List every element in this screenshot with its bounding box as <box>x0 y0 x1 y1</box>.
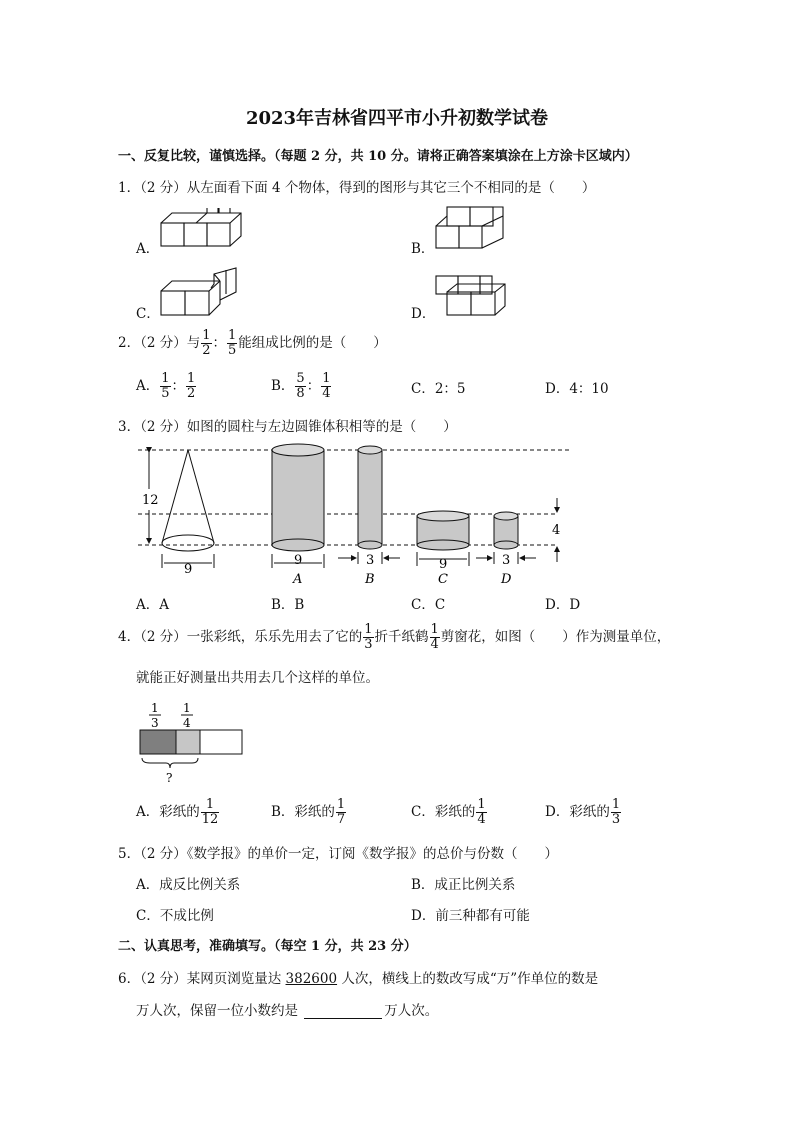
q4-option-b: B．彩纸的 $\frac{1}{7}$ <box>271 797 346 827</box>
q1-option-d-figure <box>435 272 507 318</box>
q3-option-a: A．A <box>136 597 169 613</box>
q5-option-c: C．不成比例 <box>136 908 214 924</box>
q2-stem <box>118 329 387 358</box>
cylinder-a <box>272 444 324 568</box>
page-title: 2023年吉林省四平市小升初数学试卷 <box>245 108 549 129</box>
cone <box>162 450 214 568</box>
cylinder-a-base: 9 <box>294 553 303 568</box>
cone-height-label: 12 <box>142 493 159 508</box>
bar-third <box>140 730 176 754</box>
q4-option-d: D．彩纸的 $\frac{1}{3}$ <box>545 797 621 827</box>
q1-option-a-figure <box>160 208 242 250</box>
q3-figure <box>132 440 582 590</box>
q2-option-d: D．4：10 <box>545 381 609 397</box>
cylinder-c-base: 9 <box>439 557 448 572</box>
q1-stem: 1．（2 分）从左面看下面 4 个物体，得到的图形与其它三个不相同的是（ ） <box>118 180 596 196</box>
section-2-heading: 二、认真思考，准确填写。（每空 1 分，共 23 分） <box>118 939 417 954</box>
q1-option-d-label: D． <box>411 306 436 322</box>
q4-option-a: A．彩纸的 $\frac{1}{12}$ <box>136 797 219 827</box>
q5-option-a: A．成反比例关系 <box>136 877 241 893</box>
cylinder-a-label: A <box>293 572 303 587</box>
fig-fraction-2-den: 4 <box>183 716 191 730</box>
fig-fraction-1-num: 1 <box>151 701 159 715</box>
fig-question-mark: ? <box>166 771 173 785</box>
q1-option-b-label: B． <box>411 241 435 257</box>
q5-option-d: D．前三种都有可能 <box>411 908 530 924</box>
q6-underlined-number: 382600 <box>285 971 338 987</box>
q4-figure <box>136 698 248 786</box>
q4-option-c: C．彩纸的 $\frac{1}{4}$ <box>411 797 486 827</box>
cylinder-d-base: 3 <box>502 553 511 568</box>
cylinder-b <box>338 446 400 564</box>
section-1-heading: 一、反复比较，谨慎选择。（每题 2 分，共 10 分。请将正确答案填涂在上方涂卡区域内） <box>118 149 638 164</box>
q2-fraction-1: $\frac{1}{2}$ <box>202 328 211 358</box>
q1-option-c-label: C． <box>136 306 160 322</box>
q2-option-c: C．2：5 <box>411 381 466 397</box>
bar-rest <box>200 730 242 754</box>
cylinder-c-label: C <box>438 572 448 587</box>
q5-option-b: B．成正比例关系 <box>411 877 516 893</box>
q3-option-b: B．B <box>271 597 305 613</box>
q3-stem: 3．（2 分）如图的圆柱与左边圆锥体积相等的是（ ） <box>118 419 457 435</box>
q4-stem-line2: 就能正好测量出共用去几个这样的单位。 <box>136 670 379 686</box>
q6-stem: 6．（2 分）某网页浏览量达 382600 人次，横线上的数改写成“万”作单位的数是 <box>118 971 599 987</box>
bar-brace <box>142 758 198 768</box>
q3-option-c: C．C <box>411 597 446 613</box>
q6-stem-line2: 万人次，保留一位小数约是 万人次。 <box>136 1003 439 1019</box>
q2-option-b: B． $\frac{5}{8}$ ： $\frac{1}{4}$ <box>271 371 331 401</box>
q2-fraction-2: $\frac{1}{5}$ <box>228 328 237 358</box>
q2-suffix: 能组成比例的是（ ） <box>238 335 387 351</box>
q2-prefix: 2．（2 分）与 <box>118 335 201 351</box>
q3-option-d: D．D <box>545 597 581 613</box>
q5-stem: 5．（2 分）《数学报》的单价一定，订阅《数学报》的总价与份数（ ） <box>118 846 558 862</box>
q1-option-b-figure <box>435 206 505 250</box>
q4-stem: 4．（2 分）一张彩纸，乐乐先用去了它的 $\frac{1}{3}$ 折千纸鹤 $\frac{1}{4}$ 剪窗花，如图（ ）作为测量单位， <box>118 622 671 652</box>
fig-fraction-1-den: 3 <box>151 716 159 730</box>
cone-base-label: 9 <box>184 562 193 577</box>
q2-colon: ： <box>212 335 227 351</box>
fig-fraction-2-num: 1 <box>183 701 191 715</box>
q1-option-c-figure <box>160 266 240 318</box>
cylinder-b-base: 3 <box>366 553 375 568</box>
q6-answer-blank[interactable] <box>304 1004 382 1019</box>
q2-option-a: A． $\frac{1}{5}$ ： $\frac{1}{2}$ <box>136 371 196 401</box>
cylinder-b-label: B <box>365 572 375 587</box>
bar-quarter <box>176 730 200 754</box>
cylinder-d-label: D <box>501 572 512 587</box>
short-height-label: 4 <box>552 523 561 538</box>
q1-option-a-label: A． <box>136 241 160 257</box>
